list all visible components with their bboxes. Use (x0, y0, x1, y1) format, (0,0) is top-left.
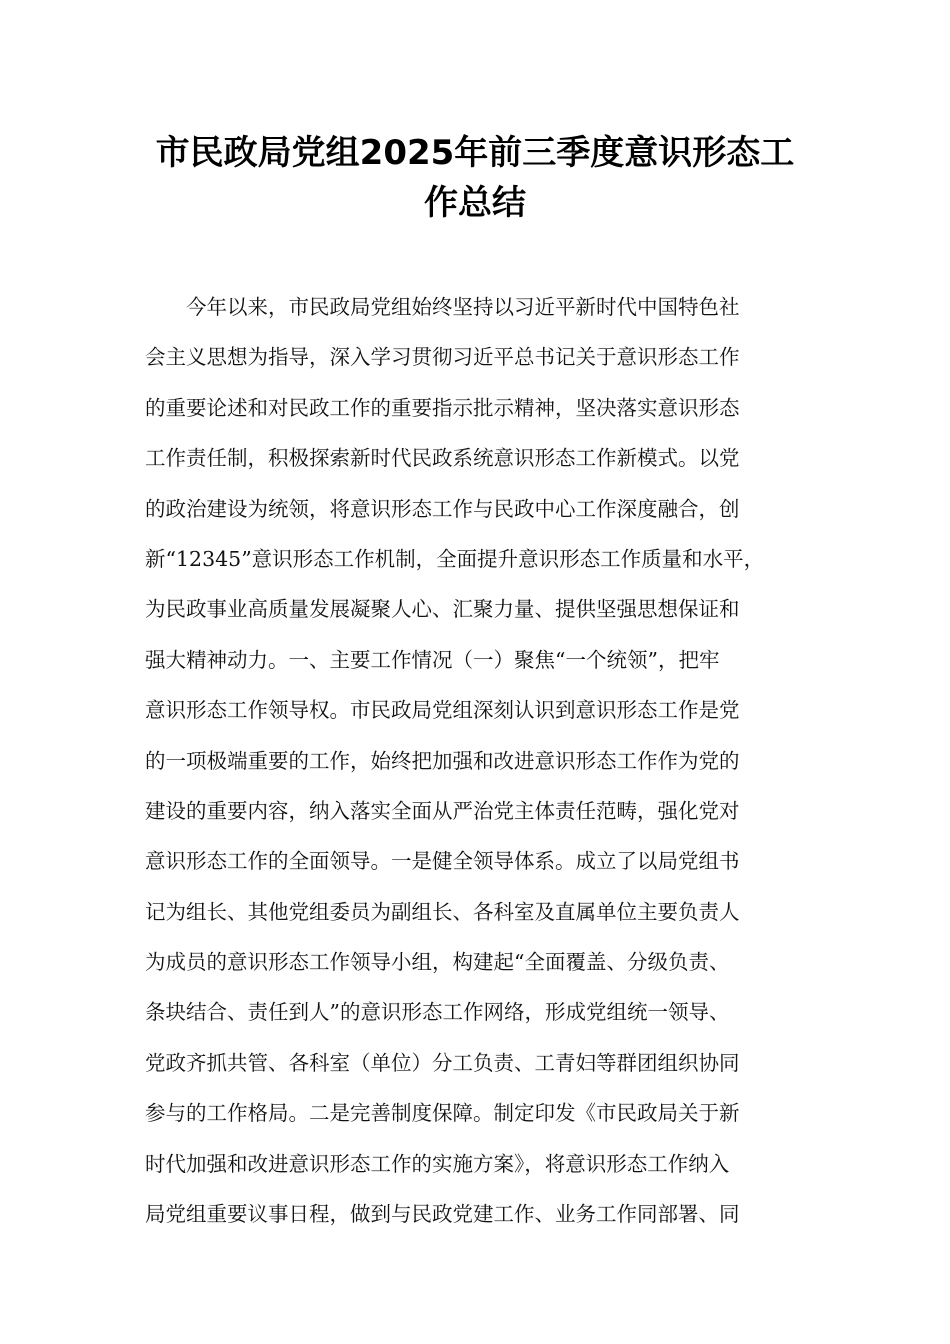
document-body (145, 282, 825, 1239)
body-line: 参与的工作格局。二是完善制度保障。制定印发《市民政局关于新 (145, 1101, 740, 1126)
body-line: 会主义思想为指导，深入学习贯彻习近平总书记关于意识形态工作 (145, 345, 740, 370)
body-line: 意识形态工作领导权。市民政局党组深刻认识到意识形态工作是党 (145, 698, 740, 723)
body-line: 建设的重要内容，纳入落实全面从严治党主体责任范畴，强化党对 (145, 798, 740, 823)
body-line: 为民政事业高质量发展凝聚人心、汇聚力量、提供坚强思想保证和 (145, 597, 740, 622)
body-line: 为成员的意识形态工作领导小组，构建起“全面覆盖、分级负责、 (145, 950, 730, 975)
body-line: 的政治建设为统领，将意识形态工作与民政中心工作深度融合，创 (145, 496, 740, 521)
body-line: 意识形态工作的全面领导。一是健全领导体系。成立了以局党组书 (145, 849, 740, 874)
title-line-2: 作总结 (424, 183, 526, 223)
body-line: 局党组重要议事日程，做到与民政党建工作、业务工作同部署、同 (145, 1202, 740, 1227)
body-line: 时代加强和改进意识形态工作的实施方案》，将意识形态工作纳入 (145, 1151, 730, 1176)
body-line: 新“12345”意识形态工作机制，全面提升意识形态工作质量和水平， (145, 546, 765, 571)
body-line: 党政齐抓共管、各科室（单位）分工负责、工青妇等群团组织协同 (145, 1050, 740, 1075)
body-line: 条块结合、责任到人”的意识形态工作网络，形成党组统一领导、 (145, 1000, 730, 1025)
body-line: 的一项极端重要的工作，始终把加强和改进意识形态工作作为党的 (145, 748, 740, 773)
title-line-1: 市民政局党组2025年前三季度意识形态工 (155, 133, 795, 173)
body-line: 的重要论述和对民政工作的重要指示批示精神，坚决落实意识形态 (145, 395, 740, 420)
body-line: 今年以来，市民政局党组始终坚持以习近平新时代中国特色社 (145, 295, 740, 319)
body-line: 强大精神动力。一、主要工作情况（一）聚焦“一个统领”，把牢 (145, 647, 720, 672)
document-title (120, 128, 830, 228)
body-line: 工作责任制，积极探索新时代民政系统意识形态工作新模式。以党 (145, 446, 740, 471)
body-line: 记为组长、其他党组委员为副组长、各科室及直属单位主要负责人 (145, 899, 740, 924)
